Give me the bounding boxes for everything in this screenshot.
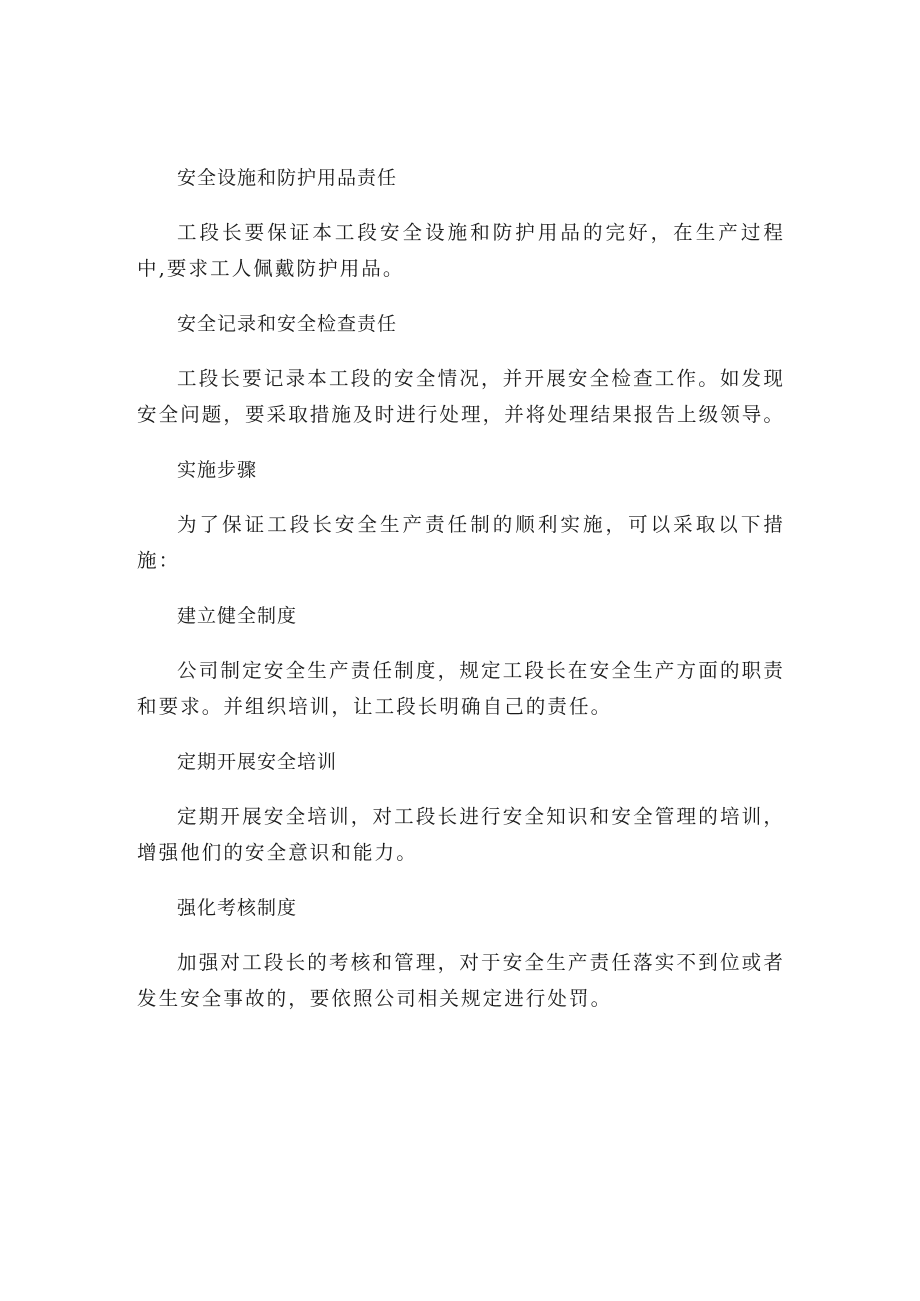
section-heading-safety-facilities: 安全设施和防护用品责任	[177, 167, 398, 189]
section-heading-regular-training: 定期开展安全培训	[177, 751, 338, 773]
section-heading-establish-system: 建立健全制度	[177, 605, 298, 627]
document-content	[137, 160, 785, 1036]
section-body-establish-system: 公司制定安全生产责任制度，规定工段长在安全生产方面的职责和要求。并组织培训，让工段长明确自己的责任。	[137, 659, 785, 718]
section-body-assessment: 加强对工段长的考核和管理，对于安全生产责任落实不到位或者发生安全事故的，要依照公司相关规定进行处罚。	[137, 951, 785, 1010]
section-heading-implementation-steps: 实施步骤	[177, 459, 258, 481]
section-body-implementation-steps: 为了保证工段长安全生产责任制的顺利实施，可以采取以下措施：	[137, 513, 785, 572]
section-body-regular-training: 定期开展安全培训，对工段长进行安全知识和安全管理的培训，增强他们的安全意识和能力。	[137, 805, 785, 864]
section-heading-assessment: 强化考核制度	[177, 897, 298, 919]
section-heading-safety-records: 安全记录和安全检查责任	[177, 313, 398, 335]
section-body-safety-facilities: 工段长要保证本工段安全设施和防护用品的完好，在生产过程中,要求工人佩戴防护用品。	[137, 221, 785, 280]
section-body-safety-records: 工段长要记录本工段的安全情况，并开展安全检查工作。如发现安全问题，要采取措施及时进行处理，并将处理结果报告上级领导。	[137, 367, 786, 426]
